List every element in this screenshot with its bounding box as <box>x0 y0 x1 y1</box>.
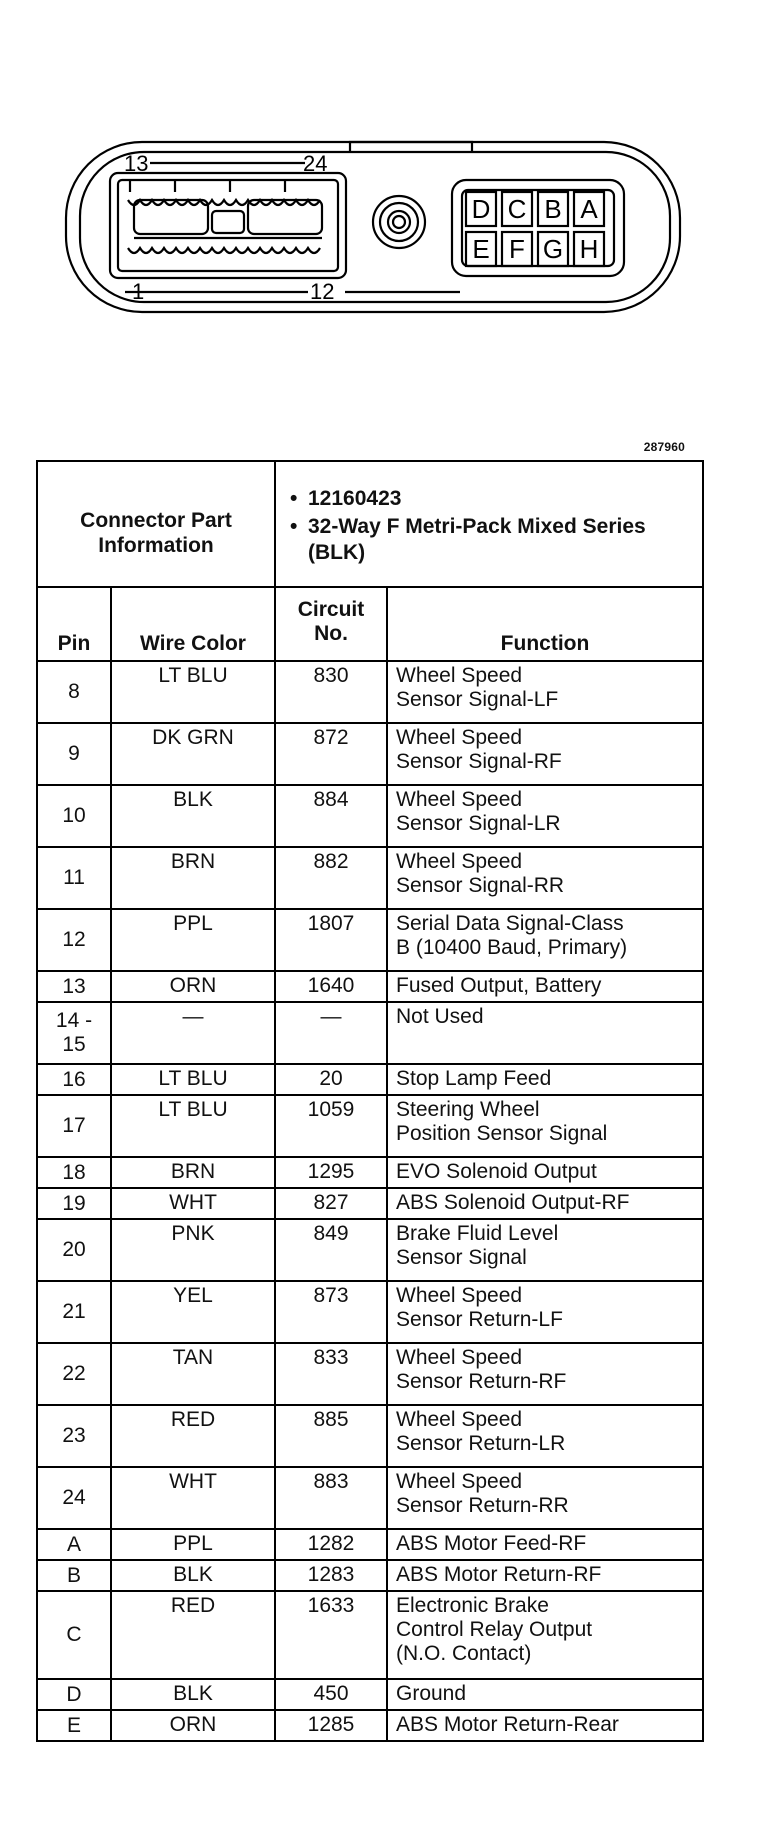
function-cell <box>387 1405 703 1467</box>
function-line: Serial Data Signal-Class <box>396 912 624 935</box>
table-row <box>37 1343 703 1405</box>
circuit-number-cell: 873 <box>275 1281 387 1343</box>
wire-color-cell: BLK <box>111 785 275 847</box>
function-cell <box>387 1002 703 1064</box>
function-cell <box>387 1157 703 1188</box>
function-line: Sensor Signal <box>396 1246 527 1269</box>
circuit-number-cell: 1807 <box>275 909 387 971</box>
function-line: (N.O. Contact) <box>396 1642 532 1665</box>
pin-label-12: 12 <box>310 279 335 304</box>
pin-cell: 23 <box>37 1405 111 1467</box>
part-number: • 12160423 <box>288 486 694 512</box>
circuit-number-cell: 1285 <box>275 1710 387 1741</box>
function-line: ABS Motor Return-Rear <box>396 1713 619 1736</box>
header-function: Function <box>387 587 703 661</box>
wire-color-cell: RED <box>111 1405 275 1467</box>
table-row <box>37 1467 703 1529</box>
function-line: ABS Solenoid Output-RF <box>396 1191 630 1214</box>
pin-cell: 24 <box>37 1467 111 1529</box>
function-cell <box>387 661 703 723</box>
pin-cell: E <box>37 1710 111 1741</box>
circuit-number-cell: 833 <box>275 1343 387 1405</box>
function-cell <box>387 1095 703 1157</box>
wire-color-cell: BRN <box>111 847 275 909</box>
table-row <box>37 1529 703 1560</box>
header-wire-color: Wire Color <box>111 587 275 661</box>
function-line: EVO Solenoid Output <box>396 1160 597 1183</box>
function-line: Sensor Return-LF <box>396 1308 563 1331</box>
function-line: Not Used <box>396 1005 484 1028</box>
wire-color-cell: PPL <box>111 1529 275 1560</box>
table-row <box>37 1064 703 1095</box>
circuit-number-cell: 20 <box>275 1064 387 1095</box>
cavity-letter-d: D <box>471 194 491 224</box>
pin-cell: 17 <box>37 1095 111 1157</box>
table-row <box>37 1710 703 1741</box>
cavity-letter-c: C <box>507 194 527 224</box>
wire-color-cell: BLK <box>111 1560 275 1591</box>
circuit-number-cell: 1059 <box>275 1095 387 1157</box>
cavity-letter-h: H <box>579 234 599 264</box>
function-line: Sensor Signal-RR <box>396 874 565 897</box>
function-line: Fused Output, Battery <box>396 974 602 997</box>
circuit-number-cell: 830 <box>275 661 387 723</box>
pin-cell: 12 <box>37 909 111 971</box>
table-row <box>37 723 703 785</box>
function-line: Control Relay Output <box>396 1618 593 1641</box>
pin-cell: D <box>37 1679 111 1710</box>
wire-color-cell: BRN <box>111 1157 275 1188</box>
function-line: Brake Fluid Level <box>396 1222 559 1245</box>
header-circuit-no <box>275 587 387 661</box>
pin-cell: 19 <box>37 1188 111 1219</box>
pin-cell: B <box>37 1560 111 1591</box>
wire-color-cell: ORN <box>111 971 275 1002</box>
function-line: Wheel Speed <box>396 1470 523 1493</box>
pin-cell: 10 <box>37 785 111 847</box>
function-line: Wheel Speed <box>396 1346 523 1369</box>
function-line: Sensor Return-LR <box>396 1432 566 1455</box>
pin-cell: 13 <box>37 971 111 1002</box>
table-row <box>37 1591 703 1679</box>
function-line: ABS Motor Feed-RF <box>396 1532 587 1555</box>
wire-color-cell: LT BLU <box>111 661 275 723</box>
circuit-number-cell: 883 <box>275 1467 387 1529</box>
function-line: Sensor Signal-LR <box>396 812 561 835</box>
circuit-number-cell: 1283 <box>275 1560 387 1591</box>
function-cell <box>387 1064 703 1095</box>
function-line: Wheel Speed <box>396 1284 523 1307</box>
circuit-number-cell: 827 <box>275 1188 387 1219</box>
pin-label-13: 13 <box>124 151 149 176</box>
function-cell <box>387 1560 703 1591</box>
pin-cell: 18 <box>37 1157 111 1188</box>
circuit-number-cell: 1282 <box>275 1529 387 1560</box>
function-line: Stop Lamp Feed <box>396 1067 552 1090</box>
header-pin: Pin <box>37 587 111 661</box>
table-row <box>37 1281 703 1343</box>
wire-color-cell: ORN <box>111 1710 275 1741</box>
function-line: B (10400 Baud, Primary) <box>396 936 628 959</box>
table-row <box>37 661 703 723</box>
table-row <box>37 971 703 1002</box>
function-line: Sensor Signal-RF <box>396 750 562 773</box>
wire-color-cell: YEL <box>111 1281 275 1343</box>
part-info-label <box>37 461 275 587</box>
function-cell <box>387 785 703 847</box>
table-row <box>37 1095 703 1157</box>
cavity-letter-b: B <box>544 194 562 224</box>
function-cell <box>387 1343 703 1405</box>
circuit-number-cell: 1640 <box>275 971 387 1002</box>
circuit-number-cell: 1633 <box>275 1591 387 1679</box>
circuit-number-cell: 885 <box>275 1405 387 1467</box>
table-row <box>37 1157 703 1188</box>
wire-color-cell: PNK <box>111 1219 275 1281</box>
function-line: Ground <box>396 1682 467 1705</box>
connector-pin-table <box>36 460 704 1742</box>
table-row <box>37 847 703 909</box>
pin-cell: 16 <box>37 1064 111 1095</box>
pin-label-1: 1 <box>132 279 145 304</box>
part-description: • 32-Way F Metri-Pack Mixed Series (BLK) <box>288 514 694 566</box>
function-line: Sensor Return-RF <box>396 1370 567 1393</box>
function-line: Sensor Return-RR <box>396 1494 569 1517</box>
function-line: Wheel Speed <box>396 726 523 749</box>
function-cell <box>387 909 703 971</box>
pin-cell: 8 <box>37 661 111 723</box>
wire-color-cell: PPL <box>111 909 275 971</box>
cavity-letter-f: F <box>509 234 525 264</box>
wire-color-cell: DK GRN <box>111 723 275 785</box>
table-row <box>37 785 703 847</box>
wire-color-cell: WHT <box>111 1467 275 1529</box>
function-line: Wheel Speed <box>396 1408 523 1431</box>
function-line: Sensor Signal-LF <box>396 688 559 711</box>
pin-cell: C <box>37 1591 111 1679</box>
table-row <box>37 1560 703 1591</box>
signal-pin-block <box>110 173 346 278</box>
function-cell <box>387 1710 703 1741</box>
pin-cell: 21 <box>37 1281 111 1343</box>
connector-latch-tab <box>350 142 472 152</box>
wire-color-cell: BLK <box>111 1679 275 1710</box>
table-row <box>37 1679 703 1710</box>
circuit-number-cell: 450 <box>275 1679 387 1710</box>
function-cell <box>387 1591 703 1679</box>
function-cell <box>387 1219 703 1281</box>
table-row <box>37 909 703 971</box>
function-line: Wheel Speed <box>396 664 523 687</box>
pin-line: 14 - <box>55 1009 93 1032</box>
function-cell <box>387 1467 703 1529</box>
function-line: Electronic Brake <box>396 1594 549 1617</box>
pin-line: 15 <box>62 1033 86 1056</box>
column-header-row <box>37 587 703 661</box>
pin-label-24: 24 <box>303 151 328 176</box>
function-line: Wheel Speed <box>396 850 523 873</box>
pin-cell: 11 <box>37 847 111 909</box>
pin-cell <box>37 1002 111 1064</box>
figure-number: 287960 <box>643 440 685 454</box>
part-info-label-line: Connector Part <box>80 509 232 532</box>
pin-cell: 22 <box>37 1343 111 1405</box>
function-line: Wheel Speed <box>396 788 523 811</box>
function-cell <box>387 1188 703 1219</box>
table-row <box>37 1219 703 1281</box>
function-cell <box>387 1679 703 1710</box>
header-circuit-line: Circuit <box>297 598 365 621</box>
wire-color-cell: TAN <box>111 1343 275 1405</box>
function-line: ABS Motor Return-RF <box>396 1563 602 1586</box>
wire-color-cell: LT BLU <box>111 1064 275 1095</box>
cavity-letter-e: E <box>472 234 490 264</box>
table-row <box>37 1188 703 1219</box>
table-row <box>37 1002 703 1064</box>
circuit-number-cell: 872 <box>275 723 387 785</box>
wire-color-cell: WHT <box>111 1188 275 1219</box>
function-cell <box>387 971 703 1002</box>
pin-cell: A <box>37 1529 111 1560</box>
part-info-label-line: Information <box>98 534 214 557</box>
pin-cell: 9 <box>37 723 111 785</box>
circuit-number-cell: 849 <box>275 1219 387 1281</box>
cavity-letter-g: G <box>542 234 564 264</box>
table-row <box>37 1405 703 1467</box>
function-cell <box>387 1281 703 1343</box>
circuit-number-cell: — <box>275 1002 387 1064</box>
wire-color-cell: RED <box>111 1591 275 1679</box>
circuit-number-cell: 884 <box>275 785 387 847</box>
wire-color-cell: — <box>111 1002 275 1064</box>
pin-cell: 20 <box>37 1219 111 1281</box>
function-cell <box>387 847 703 909</box>
circuit-number-cell: 1295 <box>275 1157 387 1188</box>
part-info-values <box>275 461 703 587</box>
connector-diagram <box>0 0 768 330</box>
function-cell <box>387 1529 703 1560</box>
function-line: Steering Wheel <box>396 1098 540 1121</box>
center-bolt-inner <box>388 211 410 233</box>
wire-color-cell: LT BLU <box>111 1095 275 1157</box>
cavity-letter-a: A <box>580 194 598 224</box>
header-circuit-line: No. <box>314 622 348 645</box>
function-cell <box>387 723 703 785</box>
function-line: Position Sensor Signal <box>396 1122 608 1145</box>
circuit-number-cell: 882 <box>275 847 387 909</box>
part-info-row <box>37 461 703 587</box>
